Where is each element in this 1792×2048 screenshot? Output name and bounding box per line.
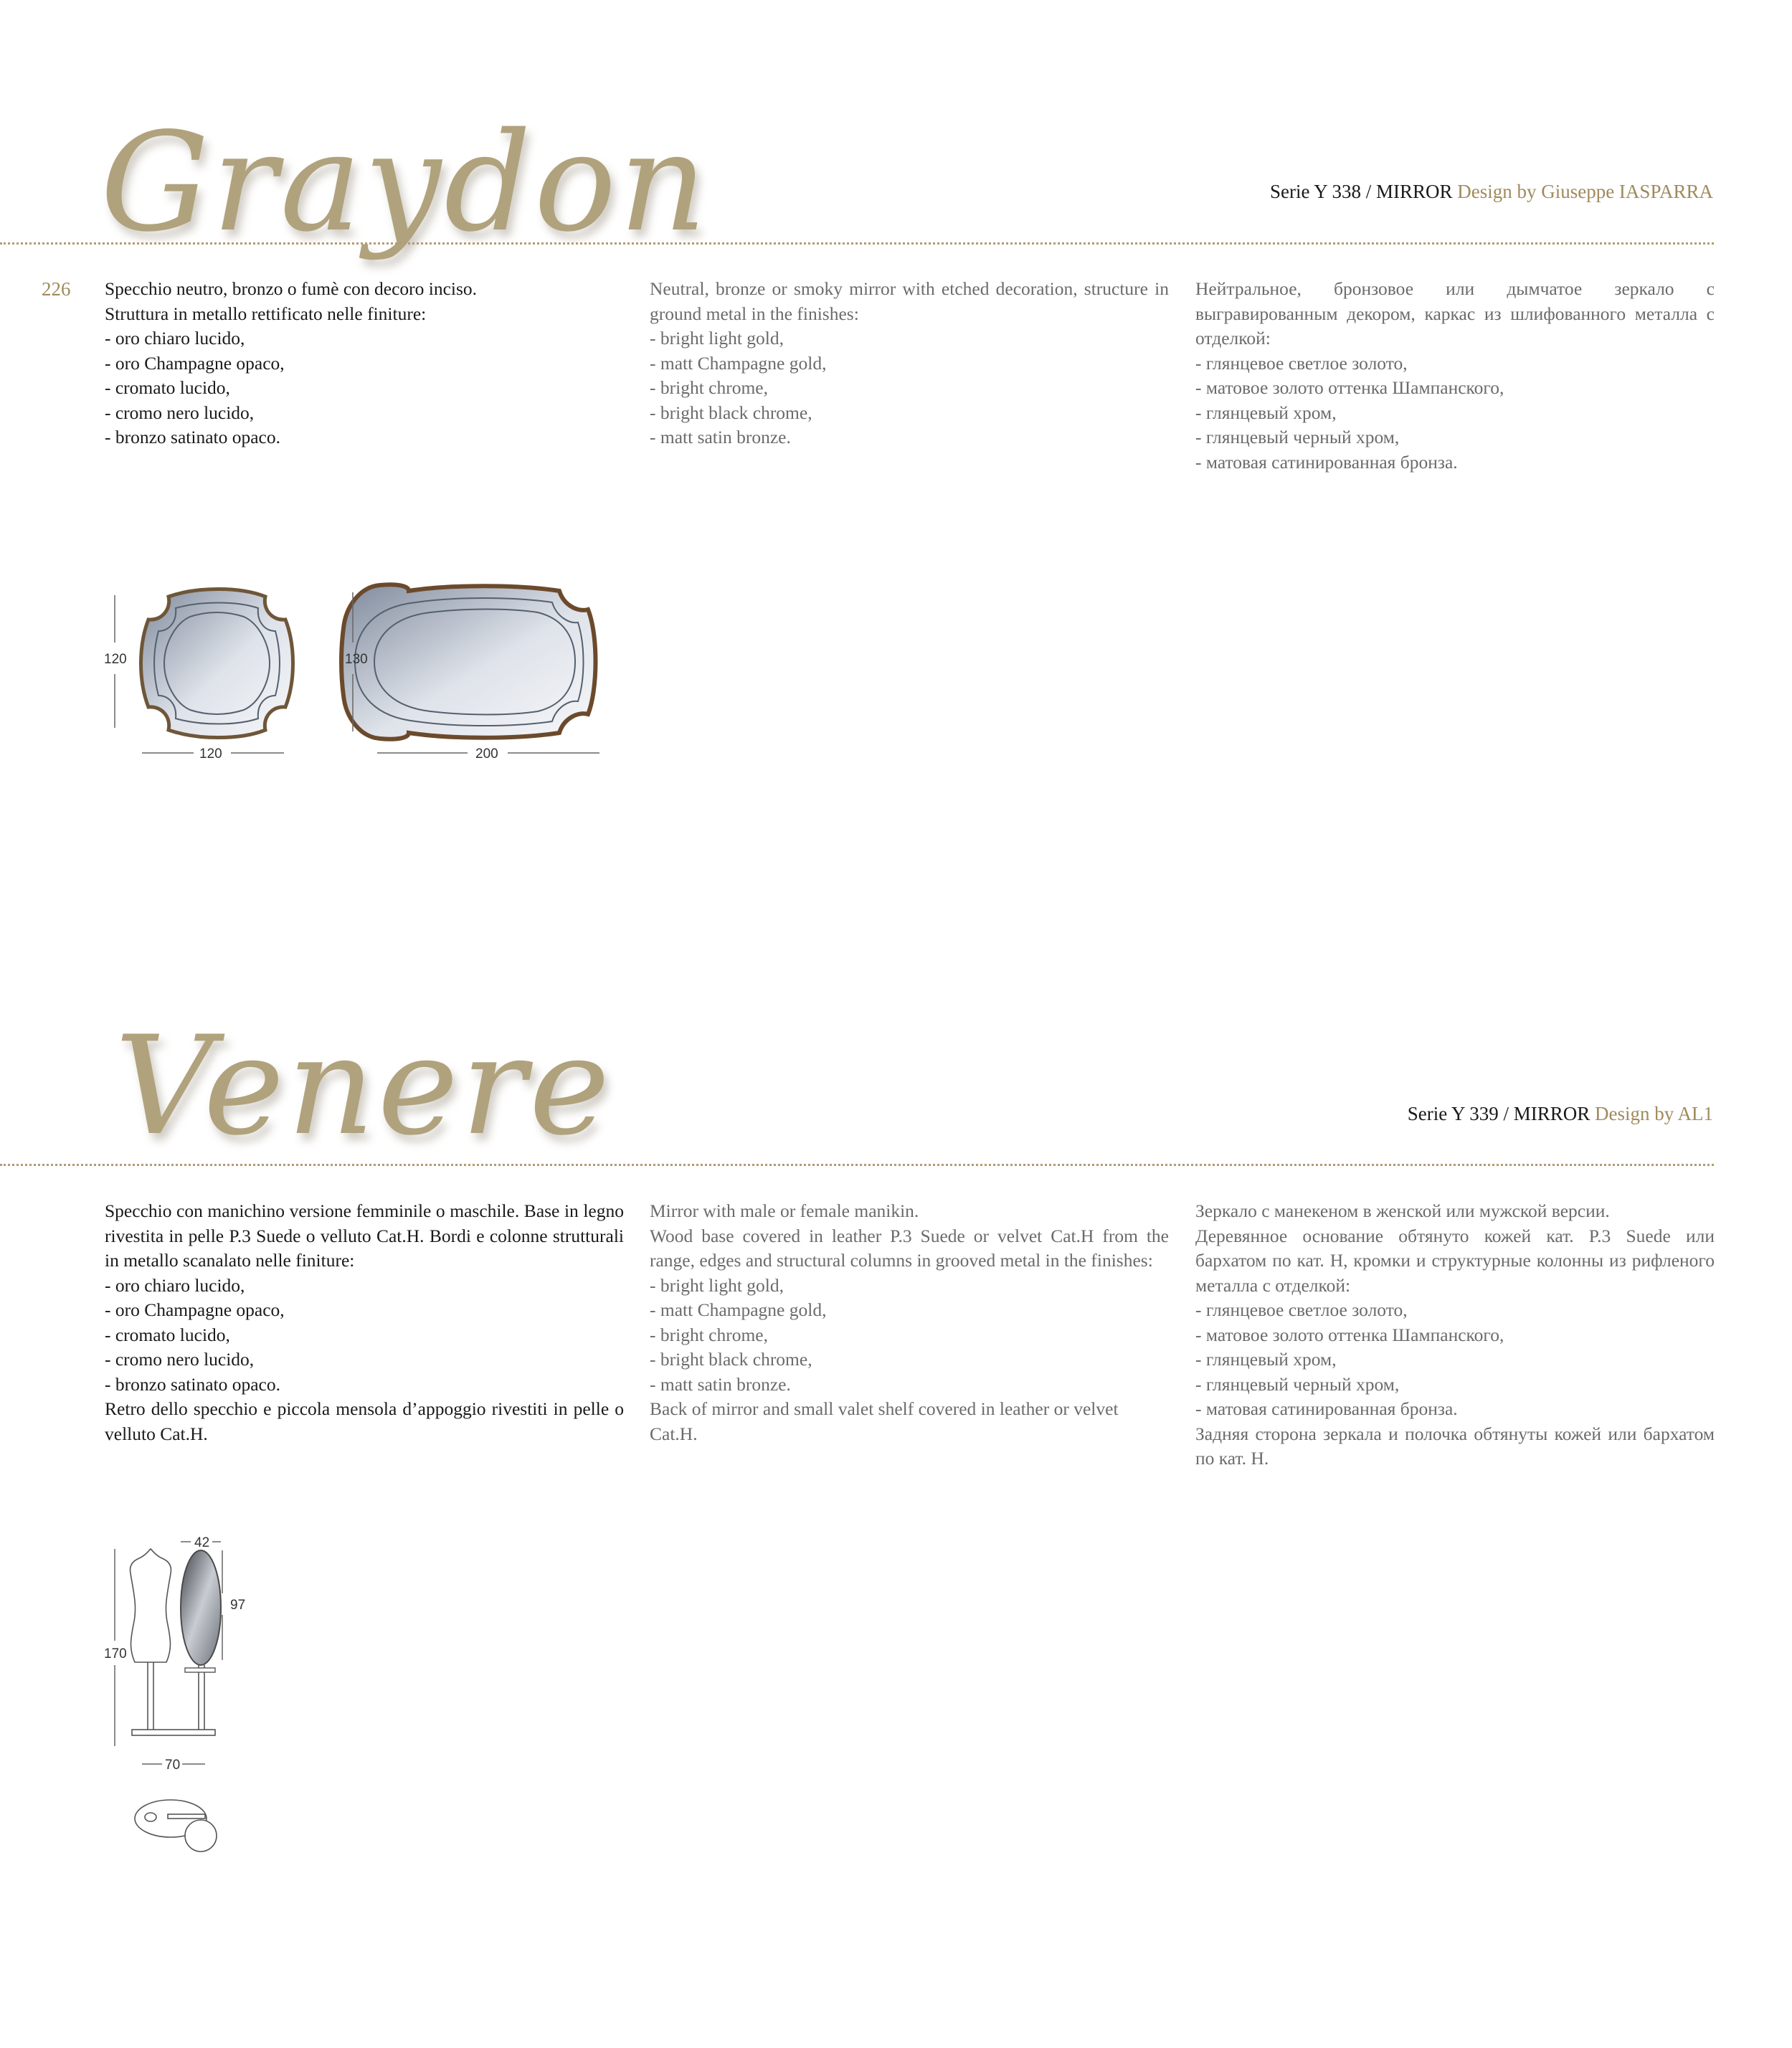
product-title-venere: Venere xyxy=(115,1007,613,1165)
dim-total-height: 170 xyxy=(104,1646,127,1661)
description-ru: Нейтральное, бронзовое или дымчатое зеркало с выгравированным декором, каркас из шлифованного металла с отделкой: - глянцевое светлое золото, - матовое золото оттенка Шампанского, - глянцевый хром, - глянцевый черный хром, - матовая сатинированная бронза. xyxy=(1195,278,1715,473)
description-en: Neutral, bronze or smoky mirror with etched decoration, structure in ground metal in the finishes: - bright light gold, - matt Champagne gold, - bright chrome, - bright black chrome, - matt satin bronze. xyxy=(650,278,1169,447)
base-shape xyxy=(132,1730,215,1735)
designer: Design by AL1 xyxy=(1595,1103,1713,1124)
oval-mirror-shape xyxy=(181,1550,221,1730)
venere-drawing xyxy=(93,1527,258,1864)
dim-small-width: 120 xyxy=(199,746,222,762)
serie-code: Serie Y 338 / MIRROR xyxy=(1269,181,1453,202)
dim-base-width: 70 xyxy=(165,1758,181,1773)
dotted-rule xyxy=(0,242,1714,245)
dim-large-width: 200 xyxy=(475,746,498,762)
description-ru: Зеркало с манекеном в женской или мужской версии. Деревянное основание обтянуто кожей кат. P.3 Suede или бархатом по кат. H, кромки и структурные колонны из рифленого металла с отделкой: - глянцевое светлое золото, - матовое золото оттенка Шампанского, - глянцевый хром, - глянцевый черный хром, - матовая сатинированная бронза. Задняя сторона зеркала и полочка обтянуты кожей или бархатом по кат. H. xyxy=(1195,1200,1715,1469)
description-en: Mirror with male or female manikin. Wood base covered in leather P.3 Suede or velvet Cat.H from the range, edges and structural columns in grooved metal in the finishes: - bright light gold, - matt Champagne gold, - bright chrome, - bright black chrome, - matt satin bronze. Back of mirror and small valet shelf covered in leather or velvet Cat.H. xyxy=(650,1200,1169,1444)
dim-mirror-height: 97 xyxy=(230,1598,246,1613)
large-mirror-shape xyxy=(341,584,596,739)
dim-large-height: 130 xyxy=(345,652,368,667)
description-it: Specchio neutro, bronzo o fumè con decoro inciso. Struttura in metallo rettificato nelle finiture: - oro chiaro lucido, - oro Champagne opaco, - cromato lucido, - cromo nero lucido, - bronzo satinato opaco. xyxy=(105,278,478,447)
serie-line-venere xyxy=(1408,1103,1713,1125)
small-mirror-shape xyxy=(141,589,293,738)
dim-small-height: 120 xyxy=(104,652,127,667)
plan-view-shape xyxy=(135,1800,217,1852)
serie-code: Serie Y 339 / MIRROR xyxy=(1407,1103,1590,1124)
designer: Design by Giuseppe IASPARRA xyxy=(1457,181,1713,202)
serie-line-graydon xyxy=(1270,181,1713,203)
page-number: 226 xyxy=(42,278,71,300)
mannequin-shape xyxy=(130,1549,171,1730)
dim-top-width: 42 xyxy=(194,1535,210,1550)
product-title-graydon: Graydon xyxy=(100,103,710,262)
description-it: Specchio con manichino versione femminile o maschile. Base in legno rivestita in pelle P.3 Suede o velluto Cat.H. Bordi e colonne strutturali in metallo scanalato nelle finiture: - oro chiaro lucido, - oro Champagne opaco, - cromato lucido, - cromo nero lucido, - bronzo satinato opaco. Retro dello specchio e piccola mensola d’appoggio rivestiti in pelle o velluto Cat.H. xyxy=(105,1200,624,1444)
graydon-drawing xyxy=(93,581,624,767)
dotted-rule xyxy=(0,1164,1714,1166)
